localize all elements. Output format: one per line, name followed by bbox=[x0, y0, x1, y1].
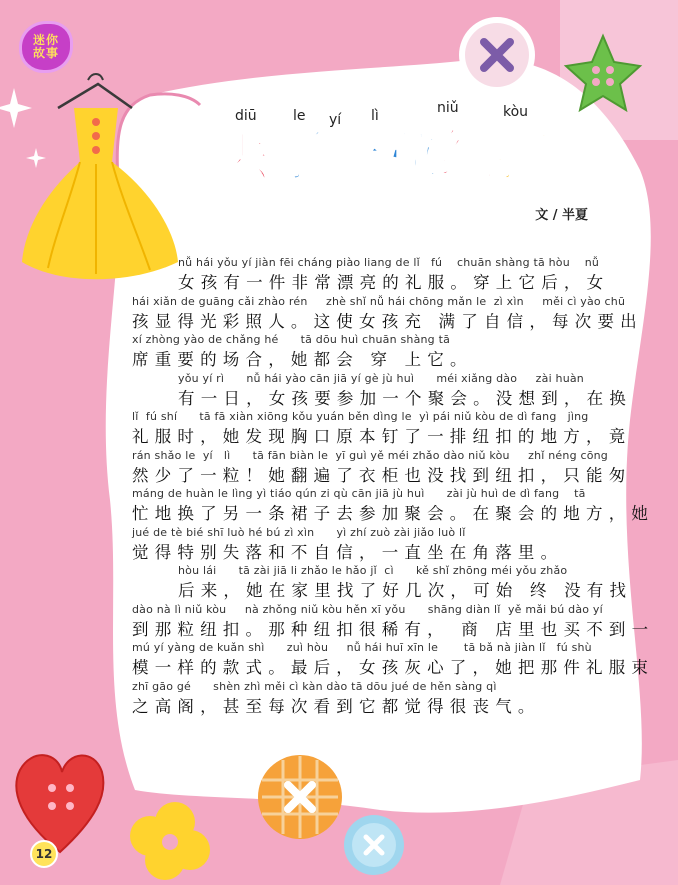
hanzi-line: 忙地换了另一条裙子去参加聚会。在聚会的地方，她 bbox=[132, 504, 655, 523]
pinyin-line: mú yí yàng de kuǎn shì zuì hòu nǚ hái huī xīn le tā bǎ nà jiàn lǐ fú shù bbox=[132, 641, 592, 654]
magazine-logo bbox=[22, 24, 70, 70]
title-char: 丢 bbox=[215, 124, 271, 189]
page-number: 12 bbox=[30, 840, 58, 868]
title-pinyin-syllable: lì bbox=[371, 108, 379, 124]
pinyin-line: hái xiǎn de guāng cǎi zhào rén zhè shǐ nǚ hái chōng mǎn le zì xìn měi cì yào chū bbox=[132, 294, 626, 308]
story-line bbox=[132, 602, 655, 642]
hanzi-line: 到那粒纽扣。那种纽扣很稀有， 商 店里也买不到一 bbox=[132, 619, 655, 639]
story-line bbox=[132, 487, 655, 526]
title-pinyin bbox=[215, 100, 545, 128]
title-char: 粒 bbox=[383, 124, 439, 189]
title-pinyin-syllable: niǔ bbox=[437, 100, 459, 116]
pinyin-line: zhī gāo gé shèn zhì měi cì kàn dào tā dōu jué de hěn sàng qì bbox=[132, 679, 497, 693]
pinyin-line: lǐ fú shí tā fā xiàn xiōng kǒu yuán běn dìng le yì pái niǔ kòu de dì fang jìng bbox=[132, 410, 589, 423]
story-line bbox=[132, 564, 636, 603]
pinyin-line: jué de tè bié shī luò hé bú zì xìn yì zhí zuò zài jiǎo luò lǐ bbox=[132, 525, 466, 539]
story-line bbox=[132, 256, 636, 295]
hanzi-line: 有一日，女孩要参加一个聚会。没想到，在换 bbox=[178, 388, 632, 408]
story-line bbox=[132, 449, 636, 488]
story-line bbox=[132, 372, 636, 411]
hanzi-line: 女孩有一件非常漂亮的礼服。穿上它后，女 bbox=[178, 273, 610, 292]
story-body bbox=[132, 256, 655, 718]
title-pinyin-syllable: diū bbox=[235, 108, 257, 124]
title-char: 一 bbox=[327, 124, 383, 189]
logo-line-2: 故事 bbox=[32, 46, 59, 60]
hanzi-line: 之高阁，甚至每次看到它都觉得很丧气。 bbox=[132, 696, 541, 716]
logo-line-1: 迷你 bbox=[32, 33, 59, 47]
author-credit: 文 / 半夏 bbox=[535, 208, 588, 223]
pinyin-line: hòu lái tā zài jiā li zhǎo le hǎo jǐ cì kě shǐ zhōng méi yǒu zhǎo bbox=[178, 564, 568, 577]
hanzi-line: 然少了一粒！她翻遍了衣柜也没找到纽扣，只能匆 bbox=[132, 465, 632, 485]
pinyin-line: xí zhòng yào de chǎng hé tā dōu huì chuān shàng tā bbox=[132, 333, 451, 346]
story-title bbox=[215, 100, 551, 190]
hanzi-line: 模一样的款式。最后，女孩灰心了，她把那件礼服束 bbox=[132, 658, 655, 677]
story-line bbox=[132, 680, 636, 719]
title-char: 纽 bbox=[439, 124, 495, 189]
button-decor-top bbox=[459, 17, 535, 93]
pinyin-line: rán shǎo le yí lì tā fān biàn le yī guì yě méi zhǎo dào niǔ kòu zhǐ néng cōng bbox=[132, 448, 608, 462]
pinyin-line: dào nà lì niǔ kòu nà zhǒng niǔ kòu hěn xī yǒu shāng diàn lǐ yě mǎi bú dào yí bbox=[132, 602, 603, 616]
hanzi-line: 席重要的场合，她都会 穿 上它。 bbox=[132, 350, 473, 369]
hanzi-line: 觉得特别失落和不自信，一直坐在角落里。 bbox=[132, 542, 564, 562]
title-pinyin-syllable: kòu bbox=[503, 104, 529, 120]
title-pinyin-syllable: yí bbox=[329, 112, 342, 128]
hanzi-line: 后来，她在家里找了好几次，可始 终 没有找 bbox=[178, 581, 633, 600]
story-line bbox=[132, 410, 636, 449]
hanzi-line: 礼服时，她发现胸口原本钉了一排纽扣的地方，竟 bbox=[132, 427, 632, 446]
story-line bbox=[132, 526, 636, 565]
pinyin-line: yǒu yí rì nǚ hái yào cān jiā yí gè jù huì méi xiǎng dào zài huàn bbox=[178, 371, 584, 385]
title-pinyin-syllable: le bbox=[293, 108, 306, 124]
blue-button-decor bbox=[344, 815, 404, 875]
story-line bbox=[132, 294, 643, 334]
title-characters bbox=[215, 126, 551, 188]
hanzi-line: 孩显得光彩照人。这使女孩充 满了自信，每次要出 bbox=[132, 311, 643, 331]
title-char: 扣 bbox=[495, 124, 551, 189]
pinyin-line: máng de huàn le lìng yì tiáo qún zi qù cān jiā jù huì zài jù huì de dì fang tā bbox=[132, 487, 586, 500]
story-line bbox=[132, 641, 655, 680]
title-char: 了 bbox=[271, 124, 327, 189]
pinyin-line: nǚ hái yǒu yí jiàn fēi cháng piào liang de lǐ fú chuān shàng tā hòu nǚ bbox=[178, 256, 600, 269]
plaid-button-decor bbox=[258, 755, 342, 839]
story-line bbox=[132, 333, 636, 372]
